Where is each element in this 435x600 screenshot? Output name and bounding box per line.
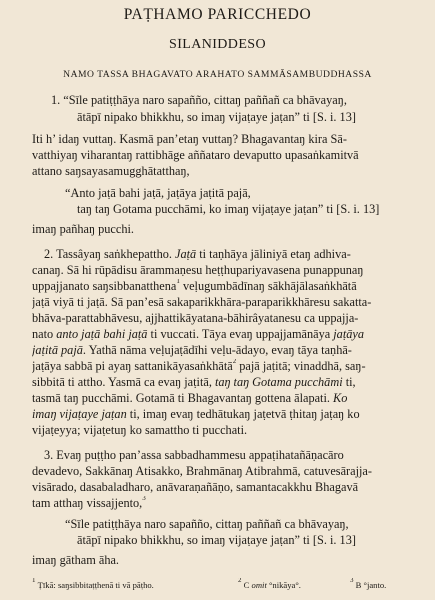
paragraph-2-line-12: vijaṭeyya; vijaṭetuŋ ko samattho ti pucchati. <box>32 423 248 437</box>
footnote-1: $^1$ Ṭīkā: saŋsibbitaṭṭhenā ti vā pāṭho. <box>32 578 154 590</box>
paragraph-1-end: imaŋ pañhaŋ pucchi. <box>32 222 134 236</box>
verse-3-line-1: “Sīle patiṭṭhāya naro sapañño, cittaŋ paññañ ca bhāvayaŋ, <box>65 517 349 531</box>
paragraph-2-line-4: jaṭā viyā ti jaṭā. Sā pan’esā sakaparikkhāra-paraparikkhāresu sakatta- <box>32 295 372 309</box>
section-title: SĪLANIDDESO <box>169 38 266 52</box>
footnote-ref-2: 2 <box>232 359 237 365</box>
paragraph-2-line-9: sibbitā ti attho. Yasmā ca evaŋ jaṭitā, taŋ taŋ Gotama pucchāmi ti, <box>32 375 356 389</box>
paragraph-2-line-10: tasmā taŋ pucchāmi. Gotamā ti Bhagavantaŋ gottena ālapati. Ko <box>32 391 348 405</box>
paragraph-2-line-2: canaŋ. Sā hi rūpādisu ārammaṇesu heṭṭhupariyavasena punappunaŋ <box>32 263 364 277</box>
paragraph-3-end: imaŋ gātham āha. <box>32 553 120 567</box>
verse-3-line-2: ātāpī nipako bhikkhu, so imaŋ vijaṭaye jaṭan” ti [S. i. 13] <box>77 533 356 547</box>
namo-invocation: NAMO TASSA BHAGAVATO ARAHATO SAMMĀSAMBUDDHASSA <box>63 69 372 80</box>
paragraph-2-line-5: bhāva-parattabhāvesu, ajjhattikāyatana-bāhirâyatanesu ca uppajja- <box>32 311 359 325</box>
paragraph-1-line-1: Iti h’ idaŋ vuttaŋ. Kasmā pan’etaŋ vuttaŋ? Bhagavantaŋ kira Sā- <box>32 132 347 146</box>
paragraph-3-line-2: devadevo, Sakkānaŋ Atisakko, Brahmānaŋ Atibrahmā, catuvesārajja- <box>32 464 372 478</box>
paragraph-2-line-11: imaŋ vijaṭaye jaṭan ti, imaŋ evaŋ tedhātukaŋ jaṭetvā ṭhitaŋ jaṭaŋ ko <box>32 407 360 421</box>
paragraph-2-line-3: uppajjanato saŋsibbanatthena$^1$ veḷugumbādīnaŋ sākhājālasaṅkhātā <box>32 279 357 293</box>
paragraph-2-line-8: jaṭāya sabbā pi ayaŋ sattanikāyasaṅkhātā$^2$ pajā jaṭitā; vinaddhā, saŋ- <box>32 359 366 373</box>
paragraph-2-line-7: jaṭitā pajā. Yathā nāma veḷujaṭādīhi veḷu-ādayo, evaŋ tāya taṇhā- <box>32 343 352 357</box>
paragraph-3-line-4: tam atthaŋ vissajjento,$^3$ <box>32 496 146 510</box>
paragraph-1-line-3: attano saŋsayasamugghātatthaŋ, <box>32 164 190 178</box>
paragraph-3-line-3: visārado, dasabaladharo, anāvaraṇañāṇo, samantacakkhu Bhagavā <box>32 480 359 494</box>
paragraph-1-line-2: vatthiyaŋ viharantaŋ rattibhāge aññataro devaputto upasaṅkamitvā <box>32 148 359 162</box>
footnote-ref-3: 3 <box>142 496 146 502</box>
paragraph-2-line-6: nato anto jaṭā bahi jaṭā ti vuccati. Tāya evaŋ uppajjamānāya jaṭāya <box>32 327 365 341</box>
footnote-ref-1: 1 <box>176 279 180 285</box>
footnote-2: $^2$ C omit °nikāya°. <box>238 578 301 590</box>
verse-1-line-2: ātāpī nipako bhikkhu, so imaŋ vijaṭaye jaṭan” ti [S. i. 13] <box>77 110 356 124</box>
paragraph-3-line-1: 3. Evaŋ puṭṭho pan’assa sabbadhammesu appaṭihatañāṇacāro <box>44 448 344 462</box>
verse-2-line-2: taŋ taŋ Gotama pucchāmi, ko imaŋ vijaṭaye jaṭan” ti [S. i. 13] <box>77 202 380 216</box>
paragraph-2-line-1: 2. Tassâyaŋ saṅkhepattho. Jaṭā ti taṇhāya jāliniyā etaŋ adhiva- <box>44 247 351 261</box>
verse-1-line-1: 1. “Sīle patiṭṭhāya naro sapañño, cittaŋ paññañ ca bhāvayaŋ, <box>51 93 347 107</box>
chapter-title: PAṬHAMO PARICCHEDO <box>123 8 312 22</box>
verse-2-line-1: “Anto jaṭā bahi jaṭā, jaṭāya jaṭitā pajā, <box>65 186 251 200</box>
footnote-3: $^3$ B °janto. <box>350 578 387 590</box>
